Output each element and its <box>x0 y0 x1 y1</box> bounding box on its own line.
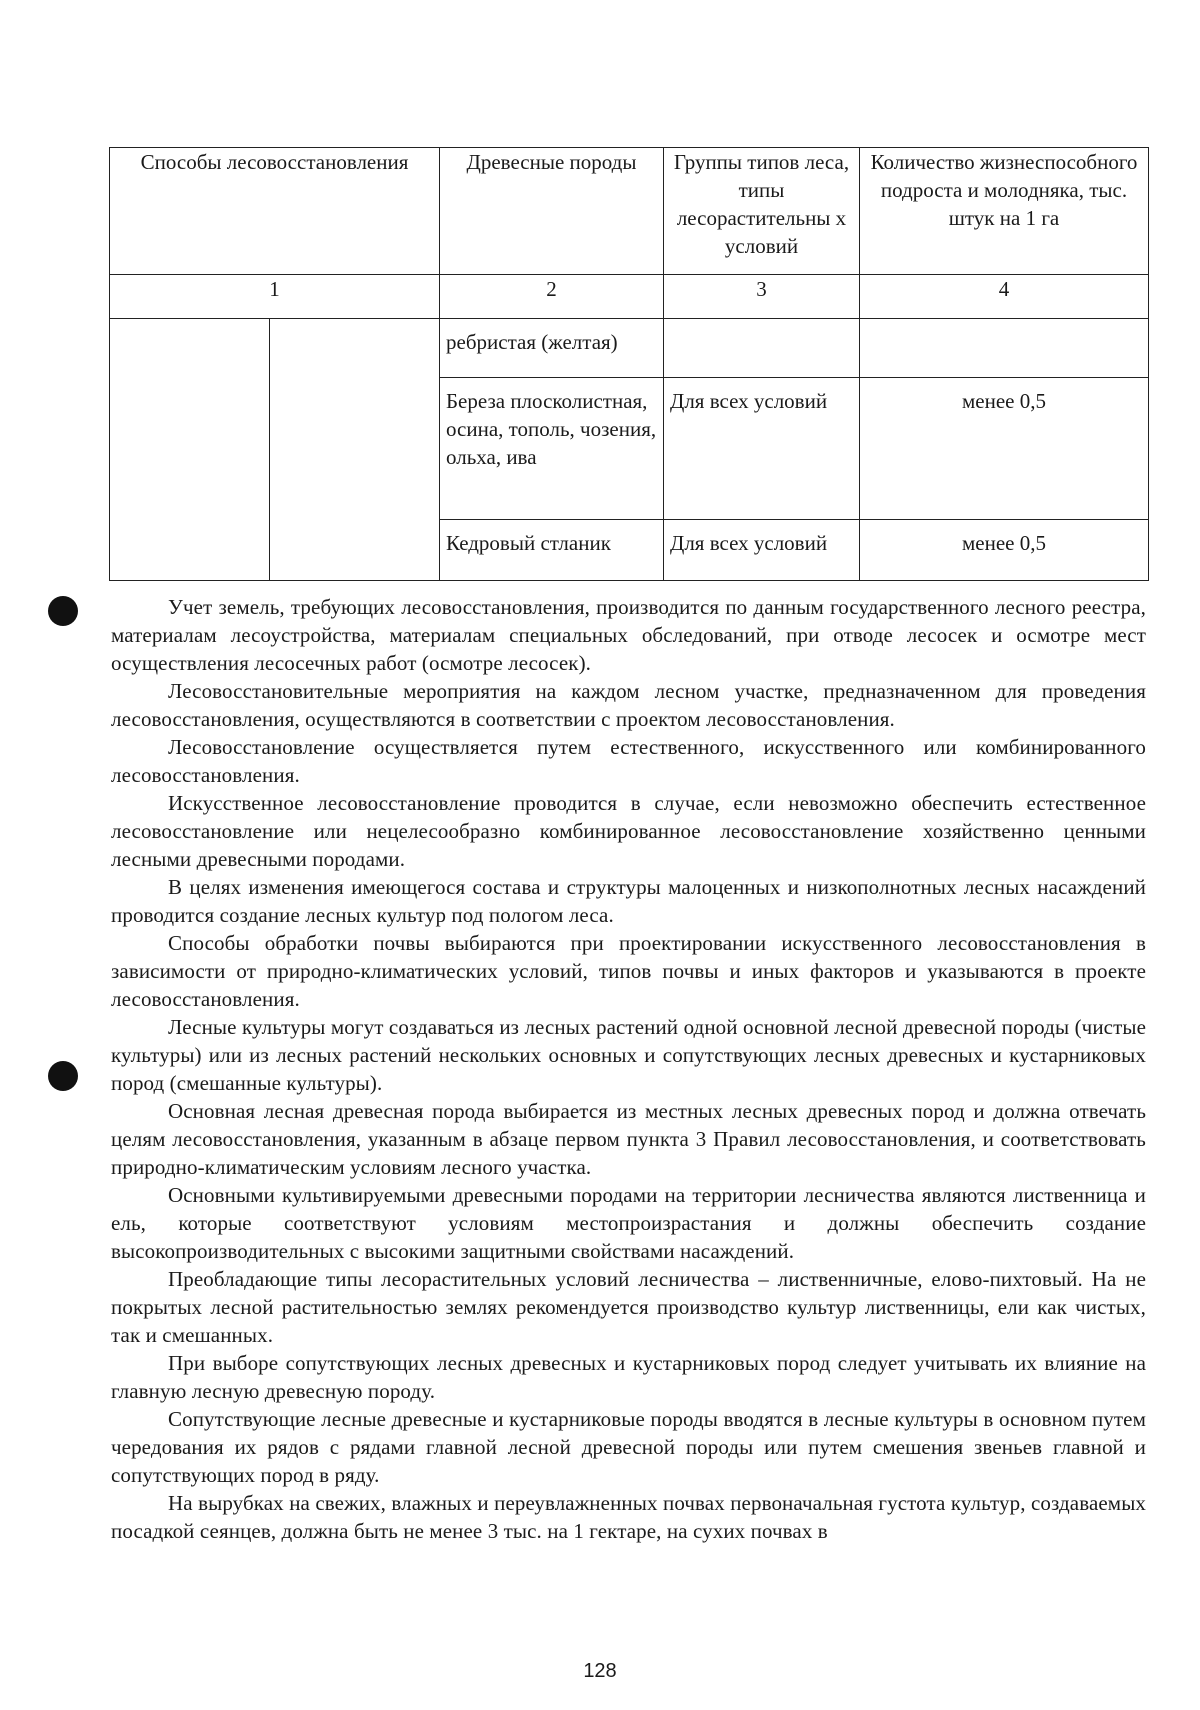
species-cell: Кедровый стланик <box>440 520 664 581</box>
count-cell <box>860 319 1149 378</box>
column-number: 2 <box>440 275 664 319</box>
paragraph: Лесовосстановительные мероприятия на каждом лесном участке, предназначенном для проведения лесовосстановления, осуществляются в соответствии с проектом лесовосстановления. <box>111 679 1146 731</box>
paragraph: Лесные культуры могут создаваться из лесных растений одной основной лесной древесной породы (чистые культуры) или из лесных растений нескольких основных и сопутствующих лесных древесных и кустарниковых пород (смешанные культуры). <box>111 1015 1146 1095</box>
table-header-row <box>110 148 1149 275</box>
page-number: 128 <box>583 1660 617 1682</box>
method-cell-empty <box>110 319 270 581</box>
paragraph: Учет земель, требующих лесовосстановления, производится по данным государственного лесного реестра, материалам лесоустройства, материалам специальных обследований, при отводе лесосек и осмотре мест осуществления лесосечных работ (осмотре лесосек). <box>111 595 1146 675</box>
paragraph: Искусственное лесовосстановление проводится в случае, если невозможно обеспечить естественное лесовосстановление или нецелесообразно комбинированное лесовосстановление хозяйственно ценными лесными древесными породами. <box>111 791 1146 871</box>
reforestation-table <box>109 147 1149 581</box>
method-subcell-empty <box>270 319 440 581</box>
header-forest-types: Группы типов леса, типы лесорастительны х условий <box>664 148 860 275</box>
column-number: 1 <box>110 275 440 319</box>
body-text <box>111 593 1146 1545</box>
header-species: Древесные породы <box>440 148 664 275</box>
paragraph: На вырубках на свежих, влажных и переувлажненных почвах первоначальная густота культур, создаваемых посадкой сеянцев, должна быть не менее 3 тыс. на 1 гектаре, на сухих почвах в <box>111 1491 1146 1543</box>
table-row <box>110 319 1149 378</box>
punch-hole <box>48 596 78 626</box>
species-cell: Береза плосколистная, осина, тополь, чозения, ольха, ива <box>440 378 664 520</box>
header-methods: Способы лесовосстановления <box>110 148 440 275</box>
count-cell: менее 0,5 <box>860 520 1149 581</box>
paragraph: Преобладающие типы лесорастительных условий лесничества – лиственничные, елово-пихтовый. На не покрытых лесной растительностью землях рекомендуется производство культур лиственницы, ели как чистых, так и смешанных. <box>111 1267 1146 1347</box>
paragraph: Лесовосстановление осуществляется путем естественного, искусственного или комбинированного лесовосстановления. <box>111 735 1146 787</box>
species-cell: ребристая (желтая) <box>440 319 664 378</box>
punch-hole <box>48 1061 78 1091</box>
paragraph: Основными культивируемыми древесными породами на территории лесничества являются лиственница и ель, которые соответствуют условиям местопроизрастания и должны обеспечить создание высокопроизводительных с высокими защитными свойствами насаждений. <box>111 1183 1146 1263</box>
column-number: 4 <box>860 275 1149 319</box>
column-numbers-row <box>110 275 1149 319</box>
count-cell: менее 0,5 <box>860 378 1149 520</box>
conditions-cell <box>664 319 860 378</box>
paragraph: Сопутствующие лесные древесные и кустарниковые породы вводятся в лесные культуры в основном путем чередования их рядов с рядами главной лесной древесной породы или путем смешения звеньев главной и сопутствующих пород в ряду. <box>111 1407 1146 1487</box>
paragraph: В целях изменения имеющегося состава и структуры малоценных и низкополнотных лесных насаждений проводится создание лесных культур под пологом леса. <box>111 875 1146 927</box>
paragraph: При выборе сопутствующих лесных древесных и кустарниковых пород следует учитывать их влияние на главную лесную древесную породу. <box>111 1351 1146 1403</box>
conditions-cell: Для всех условий <box>664 520 860 581</box>
paragraph: Основная лесная древесная порода выбирается из местных лесных древесных пород и должна отвечать целям лесовосстановления, указанным в абзаце первом пункта 3 Правил лесовосстановления, и соответствовать природно-климатическим условиям лесного участка. <box>111 1099 1146 1179</box>
paragraph: Способы обработки почвы выбираются при проектировании искусственного лесовосстановления в зависимости от природно-климатических условий, типов почвы и иных факторов и указываются в проекте лесовосстановления. <box>111 931 1146 1011</box>
conditions-cell: Для всех условий <box>664 378 860 520</box>
header-undergrowth-count: Количество жизнеспособного подроста и молодняка, тыс. штук на 1 га <box>860 148 1149 275</box>
column-number: 3 <box>664 275 860 319</box>
